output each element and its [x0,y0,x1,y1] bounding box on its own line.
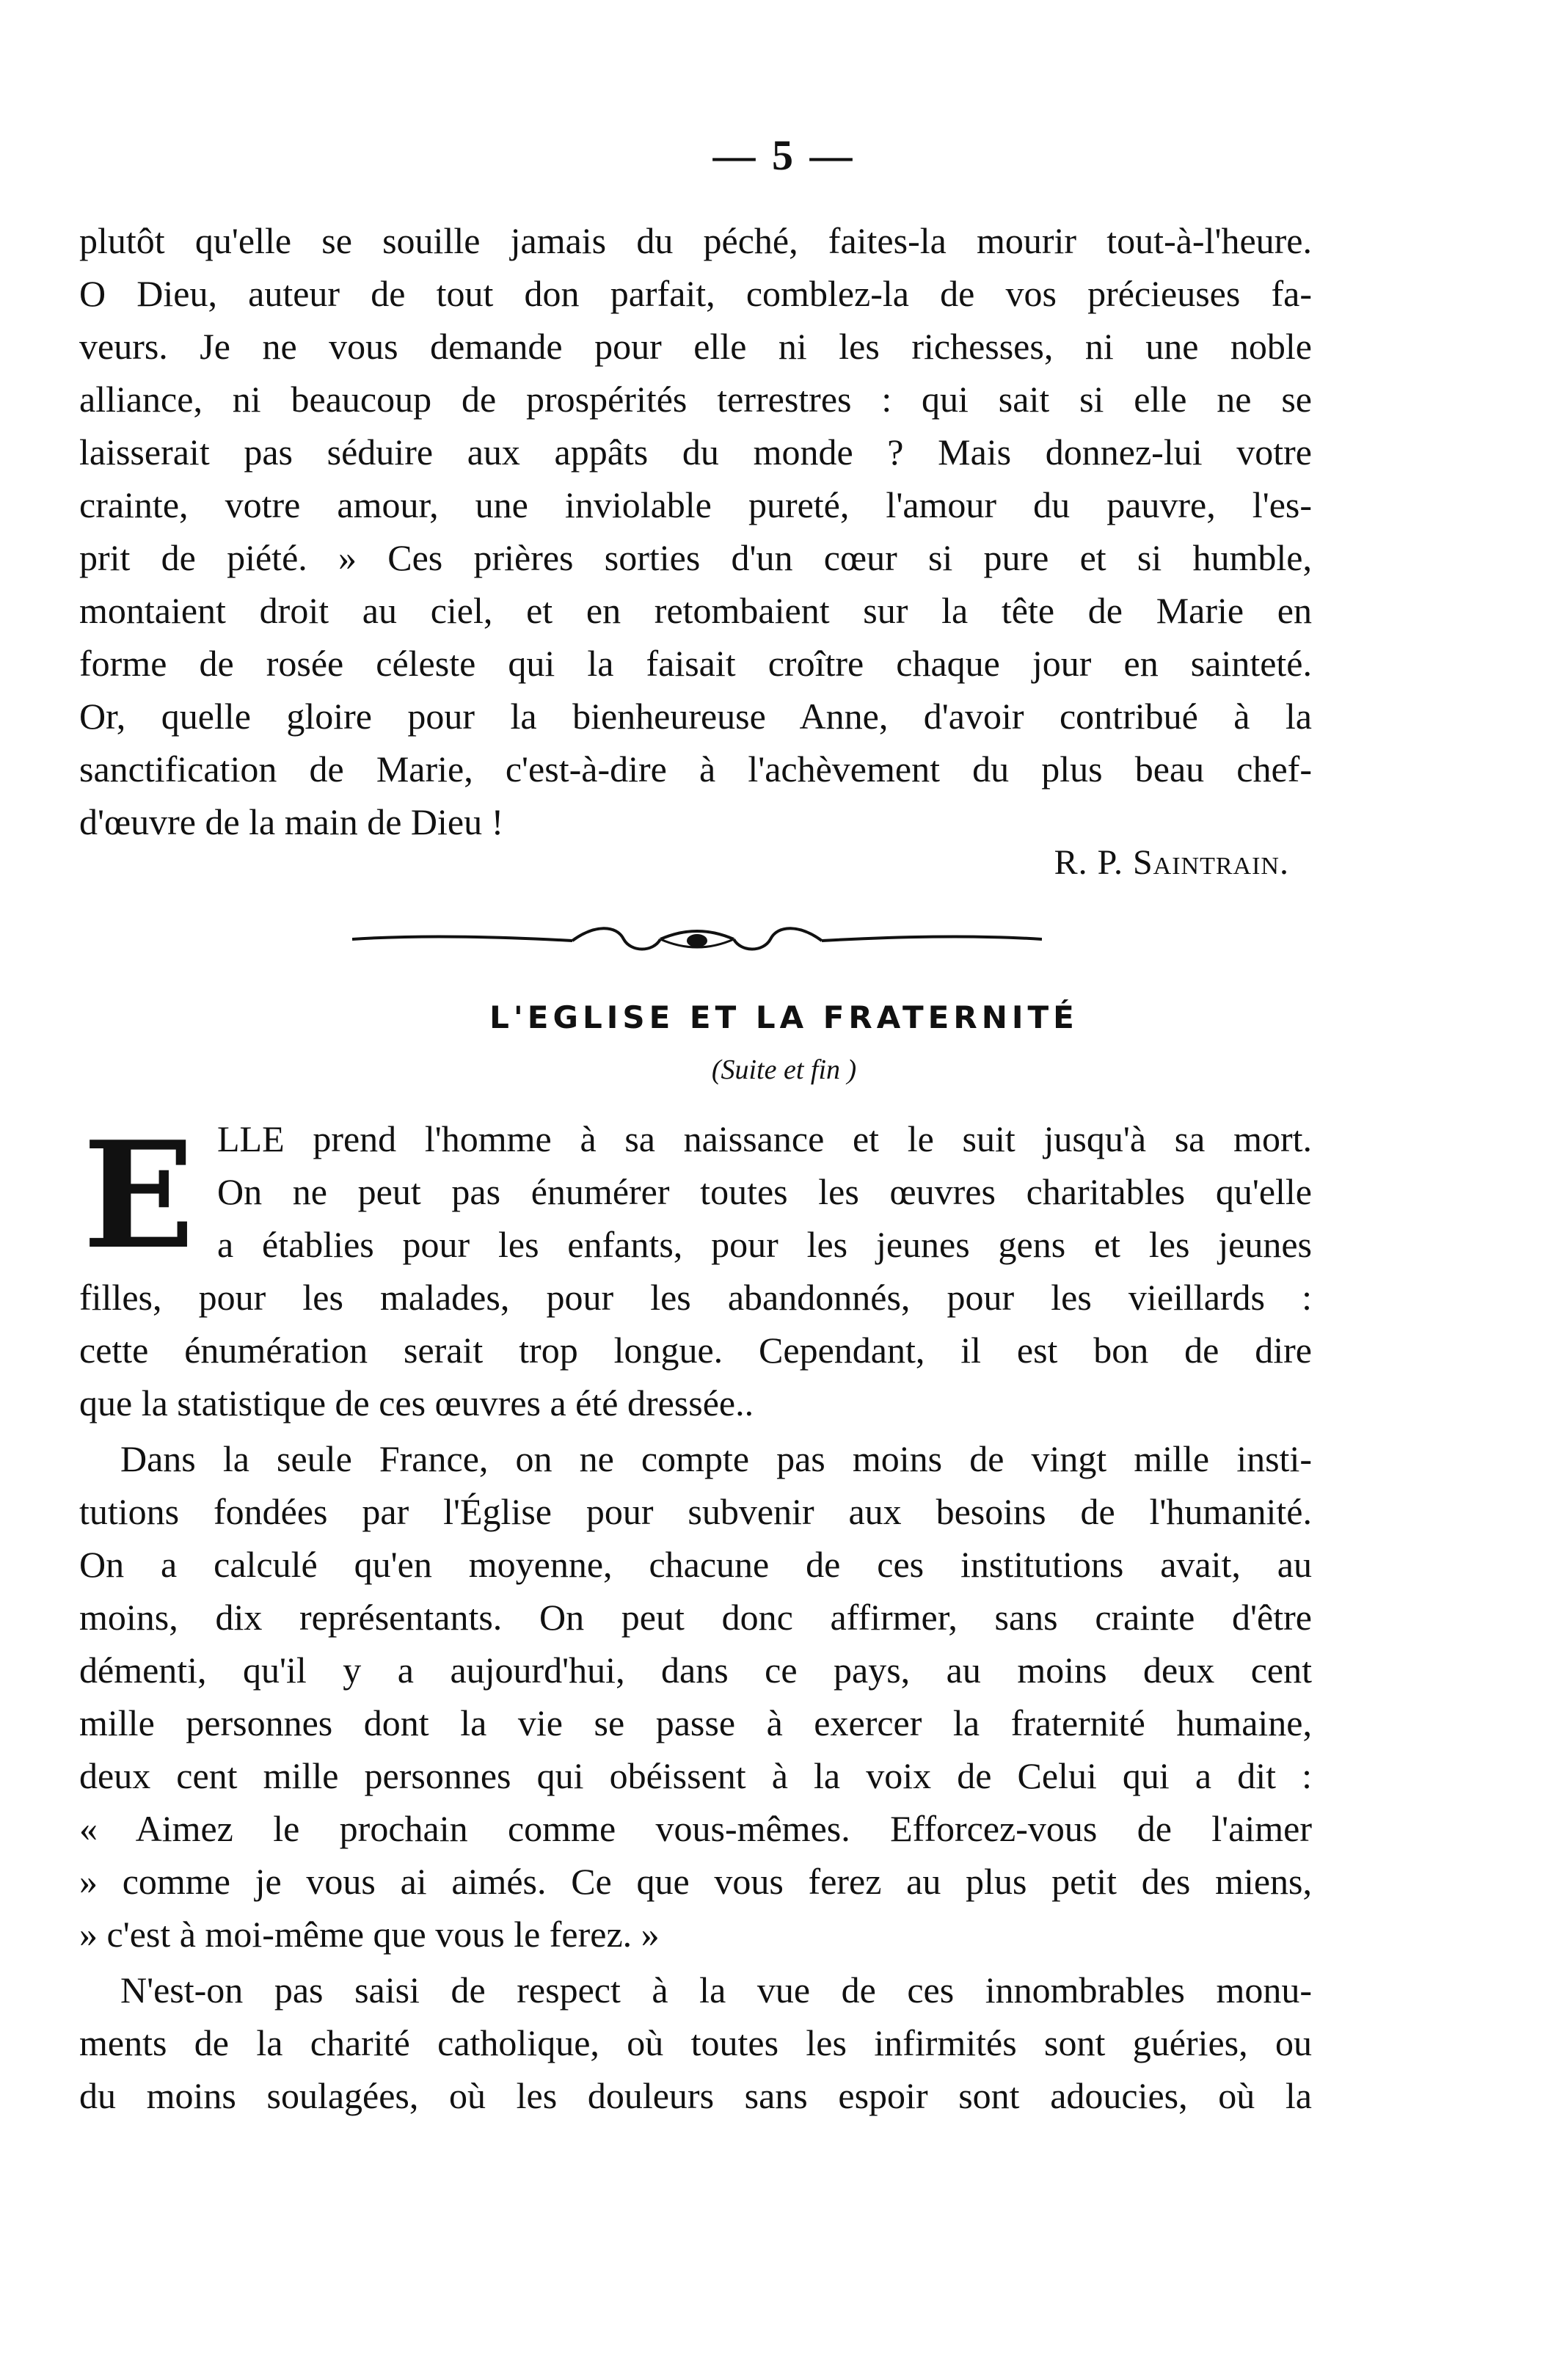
page-number: — 5 — [712,131,856,179]
text-line: N'est-on pas saisi de respect à la vue de ces innombrables monu- [120,1969,1312,2011]
text-line: On ne peut pas énumérer toutes les œuvres charitables qu'elle [217,1171,1312,1212]
section-body [79,1112,1312,2122]
text-line: » c'est à moi-même que vous le ferez. » [79,1914,660,1955]
ornamental-divider [352,917,1042,961]
text-line: deux cent mille personnes qui obéissent à la voix de Celui qui a dit : [79,1755,1312,1796]
text-line: » comme je vous ai aimés. Ce que vous ferez au plus petit des miens, [79,1861,1312,1902]
text-line: du moins soulagées, où les douleurs sans espoir sont adoucies, où la [79,2075,1312,2116]
text-line: LLE prend l'homme à sa naissance et le suit jusqu'à sa mort. [217,1118,1312,1159]
text-line: laisserait pas séduire aux appâts du monde ? Mais donnez-lui votre [79,431,1312,473]
section-subtitle: (Suite et fin ) [711,1054,857,1085]
text-line: O Dieu, auteur de tout don parfait, comblez-la de vos précieuses fa- [79,273,1312,314]
text-line: filles, pour les malades, pour les abandonnés, pour les vieillards : [79,1277,1312,1318]
upper-paragraph [79,214,1312,848]
text-line: que la statistique de ces œuvres a été dressée.. [79,1382,754,1424]
text-line: sanctification de Marie, c'est-à-dire à l'achèvement du plus beau chef- [79,748,1312,790]
text-line: On a calculé qu'en moyenne, chacune de ces institutions avait, au [79,1544,1312,1585]
section-title: L'EGLISE ET LA FRATERNITÉ [489,999,1079,1035]
text-line: Dans la seule France, on ne compte pas moins de vingt mille insti- [120,1438,1312,1479]
text-line: « Aimez le prochain comme vous-mêmes. Efforcez-vous de l'aimer [79,1808,1312,1849]
text-line: Or, quelle gloire pour la bienheureuse Anne, d'avoir contribué à la [79,696,1312,737]
text-line: cette énumération serait trop longue. Cependant, il est bon de dire [79,1330,1312,1371]
text-line: ments de la charité catholique, où toutes les infirmités sont guéries, ou [79,2022,1312,2063]
text-line: alliance, ni beaucoup de prospérités terrestres : qui sait si elle ne se [79,379,1312,420]
text-line: crainte, votre amour, une inviolable pureté, l'amour du pauvre, l'es- [79,484,1312,525]
text-line: mille personnes dont la vie se passe à exercer la fraternité humaine, [79,1702,1312,1743]
text-line: plutôt qu'elle se souille jamais du péché, faites-la mourir tout-à-l'heure. [79,220,1312,261]
drop-cap: E [82,1109,195,1282]
author-signature: R. P. Saintrain. [1054,843,1289,882]
text-line: démenti, qu'il y a aujourd'hui, dans ce pays, au moins deux cent [79,1650,1312,1691]
text-line: montaient droit au ciel, et en retombaient sur la tête de Marie en [79,590,1312,631]
text-line: veurs. Je ne vous demande pour elle ni les richesses, ni une noble [79,326,1312,367]
text-line: d'œuvre de la main de Dieu ! [79,801,504,842]
text-line: forme de rosée céleste qui la faisait croître chaque jour en sainteté. [79,643,1312,684]
text-line: prit de piété. » Ces prières sorties d'un cœur si pure et si humble, [79,537,1312,578]
text-line: moins, dix représentants. On peut donc affirmer, sans crainte d'être [79,1597,1312,1638]
text-line: a établies pour les enfants, pour les jeunes gens et les jeunes [217,1224,1312,1265]
text-line: tutions fondées par l'Église pour subvenir aux besoins de l'humanité. [79,1491,1312,1532]
